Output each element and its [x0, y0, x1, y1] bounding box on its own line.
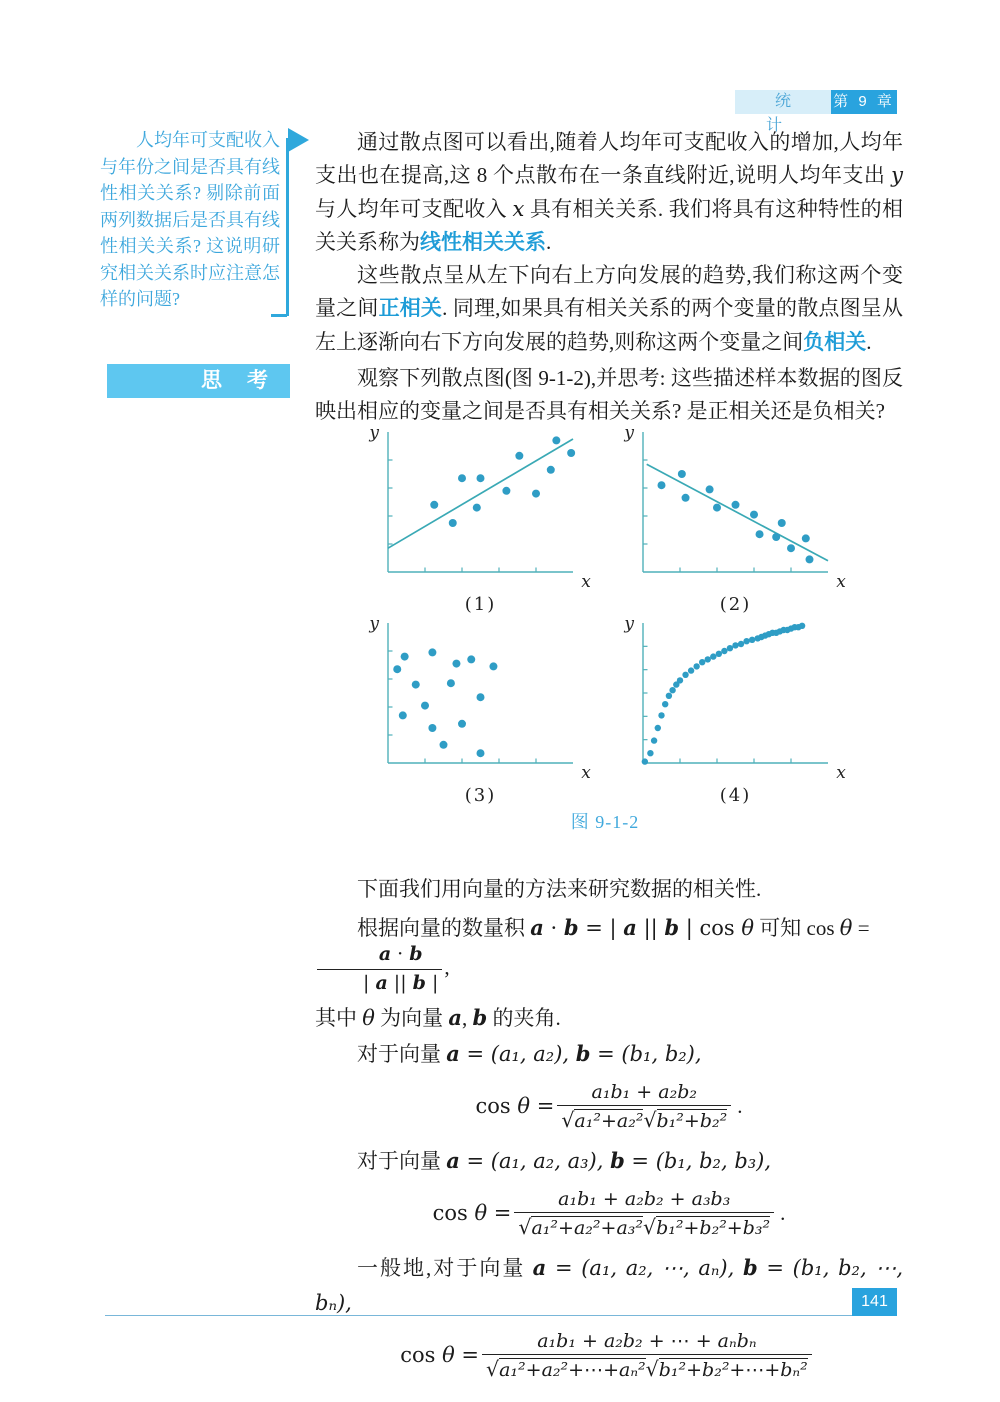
data-point: [682, 672, 688, 678]
inline-fraction-numerator: a · b: [317, 943, 442, 970]
vector-intro: 下面我们用向量的方法来研究数据的相关性.: [357, 877, 762, 901]
data-point: [688, 667, 694, 673]
y-axis-label: y: [624, 423, 634, 443]
data-point: [467, 655, 475, 663]
data-point: [713, 504, 721, 512]
data-point: [677, 677, 683, 683]
formula-tail: .: [780, 1200, 786, 1225]
data-point: [787, 544, 795, 552]
vectors-2d-line: 对于向量 a = (a₁, a₂), b = (b₁, b₂),: [357, 1040, 702, 1066]
footer-rule: [105, 1315, 897, 1316]
fraction-numerator: a₁b₁ + a₂b₂: [557, 1081, 731, 1106]
formula-tail: .: [737, 1093, 743, 1118]
fraction-denominator: [514, 1213, 774, 1239]
trend-line: [647, 464, 828, 561]
data-point: [772, 533, 780, 541]
data-point: [678, 470, 686, 478]
data-point: [430, 501, 438, 509]
data-point: [710, 653, 716, 659]
trend-line: [388, 439, 573, 548]
header-section-band: 统 计: [735, 90, 831, 114]
radicand-b: b₁²+b₂²+b₃²: [656, 1216, 771, 1239]
x-axis-label: x: [836, 572, 846, 592]
data-point: [669, 687, 675, 693]
radicand-b: b₁²+b₂²: [656, 1109, 728, 1132]
data-point: [732, 501, 740, 509]
data-point: [721, 648, 727, 654]
scatter-plot-1: [350, 422, 605, 617]
fraction-denominator: [557, 1106, 731, 1132]
radical-sign: √: [561, 1107, 575, 1132]
think-question: 观察下列散点图(图 9-1-2),并思考: 这些描述样本数据的图反映出相应的变量之间是否具有相关关系? 是正相关还是负相关?: [315, 366, 903, 424]
data-point: [552, 436, 560, 444]
data-point: [567, 449, 575, 457]
data-point: [799, 623, 805, 629]
paragraph-positive-negative: 这些散点呈从左下向右上方向发展的趋势,我们称这两个变量之间正相关. 同理,如果具有相关关系的两个变量的散点图呈从左上逐渐向右下方向发展的趋势,则称这两个变量之间负相关.: [315, 263, 903, 354]
x-axis-label: x: [836, 763, 846, 783]
data-point: [658, 712, 664, 718]
y-axis-label: y: [369, 423, 379, 443]
fraction: [514, 1188, 774, 1239]
data-point: [756, 530, 764, 538]
margin-note: 人均年可支配收入与年份之间是否具有线性相关关系? 剔除前面两列数据后是否具有线性相关关系? 这说明研究相关关系时应注意怎样的问题?: [100, 130, 280, 309]
y-axis-label: y: [369, 614, 379, 634]
radicand-a: a₁²+a₂²: [574, 1109, 644, 1132]
data-point: [421, 702, 429, 710]
data-point: [693, 663, 699, 669]
vectors-nd-line: 一般地,对于向量 a = (a₁, a₂, ⋯, aₙ), b = (b₁, b₂, ⋯, bₙ),: [315, 1254, 903, 1315]
data-point: [738, 641, 744, 647]
scatter-plot-3: [350, 613, 605, 808]
inline-fraction-tail: ,: [444, 955, 450, 980]
data-point: [706, 485, 714, 493]
scatter-plot-2: [605, 422, 860, 617]
formula-lhs: cos θ =: [432, 1200, 512, 1225]
dot-product-text: 根据向量的数量积 a · b = | a || b | cos θ 可知 cos θ =: [357, 915, 870, 940]
margin-note-rule-foot: [271, 314, 287, 317]
data-point: [440, 741, 448, 749]
data-point: [458, 720, 466, 728]
dot-product-line: [315, 913, 903, 996]
vector-section: [315, 872, 903, 1392]
plot-caption: (3): [464, 785, 497, 806]
data-point: [502, 487, 510, 495]
radical-sign: √: [643, 1214, 657, 1239]
data-point: [428, 724, 436, 732]
data-point: [642, 758, 648, 764]
data-point: [532, 490, 540, 498]
data-point: [489, 662, 497, 670]
data-point: [447, 679, 455, 687]
data-point: [393, 665, 401, 673]
think-label: 思 考: [201, 369, 270, 392]
data-point: [699, 659, 705, 665]
radical-sign: √: [643, 1107, 657, 1132]
data-point: [477, 749, 485, 757]
data-point: [666, 693, 672, 699]
radical-sign: √: [486, 1356, 500, 1381]
radical-sign: √: [518, 1214, 532, 1239]
data-point: [515, 452, 523, 460]
data-point: [732, 642, 738, 648]
data-point: [778, 519, 786, 527]
plot-caption: (1): [464, 594, 497, 615]
think-text-block: [315, 362, 903, 429]
fraction: [482, 1330, 812, 1381]
data-point: [401, 653, 409, 661]
data-point: [477, 693, 485, 701]
plot-caption: (2): [719, 594, 752, 615]
inline-fraction: [317, 943, 442, 996]
formula-lhs: cos θ =: [475, 1093, 555, 1118]
margin-note-rule: [286, 138, 289, 316]
fraction-numerator: a₁b₁ + a₂b₂ + a₃b₃: [514, 1188, 774, 1213]
data-point: [647, 750, 653, 756]
fraction-denominator: [482, 1355, 812, 1381]
data-point: [473, 504, 481, 512]
data-point: [750, 511, 758, 519]
formula-lhs: cos θ =: [400, 1342, 480, 1367]
data-point: [662, 701, 668, 707]
data-point: [547, 466, 555, 474]
think-callout-box: [107, 364, 290, 398]
data-point: [452, 660, 460, 668]
data-point: [412, 681, 420, 689]
figure-caption: 图 9-1-2: [570, 812, 640, 832]
formula-cos-2d: [315, 1081, 903, 1132]
radicand-a: a₁²+a₂²+⋯+aₙ²: [499, 1358, 646, 1381]
formula-cos-nd: [315, 1330, 903, 1381]
y-axis-label: y: [624, 614, 634, 634]
data-point: [449, 519, 457, 527]
inline-fraction-denominator: | a || b |: [363, 971, 439, 994]
data-point: [458, 474, 466, 482]
fraction-numerator: a₁b₁ + a₂b₂ + ⋯ + aₙbₙ: [482, 1330, 812, 1355]
data-point: [428, 648, 436, 656]
data-point: [716, 651, 722, 657]
formula-cos-3d: [315, 1188, 903, 1239]
data-point: [806, 555, 814, 563]
radicand-b: b₁²+b₂²+⋯+bₙ²: [658, 1358, 808, 1381]
data-point: [399, 711, 407, 719]
x-axis-label: x: [581, 572, 591, 592]
paragraph-linear-correlation: 通过散点图可以看出,随着人均年可支配收入的增加,人均年支出也在提高,这 8 个点散布在一条直线附近,说明人均年支出 y 与人均年可支配收入 x 具有相关关系. 我们将具有这种特性的相关关系称为线性相关关系.: [315, 130, 904, 254]
flag-icon: [288, 128, 309, 152]
vectors-3d-line: 对于向量 a = (a₁, a₂, a₃), b = (b₁, b₂, b₃),: [357, 1147, 772, 1173]
data-point: [743, 638, 749, 644]
data-point: [727, 645, 733, 651]
data-point: [658, 481, 666, 489]
scatter-plot-4: [605, 613, 860, 808]
data-point: [477, 474, 485, 482]
data-point: [682, 494, 690, 502]
data-point: [802, 534, 810, 542]
data-point: [749, 637, 755, 643]
data-point: [651, 737, 657, 743]
data-point: [705, 656, 711, 662]
page-number-badge: 141: [852, 1288, 897, 1316]
x-axis-label: x: [581, 763, 591, 783]
plot-caption: (4): [719, 785, 752, 806]
radical-sign: √: [645, 1356, 659, 1381]
main-text-block: [315, 126, 903, 359]
fraction: [557, 1081, 731, 1132]
data-point: [655, 725, 661, 731]
radicand-a: a₁²+a₂²+a₃²: [531, 1216, 644, 1239]
theta-definition: 其中 θ 为向量 a, b 的夹角.: [315, 1004, 561, 1030]
chapter-badge: 第 9 章: [831, 90, 897, 114]
